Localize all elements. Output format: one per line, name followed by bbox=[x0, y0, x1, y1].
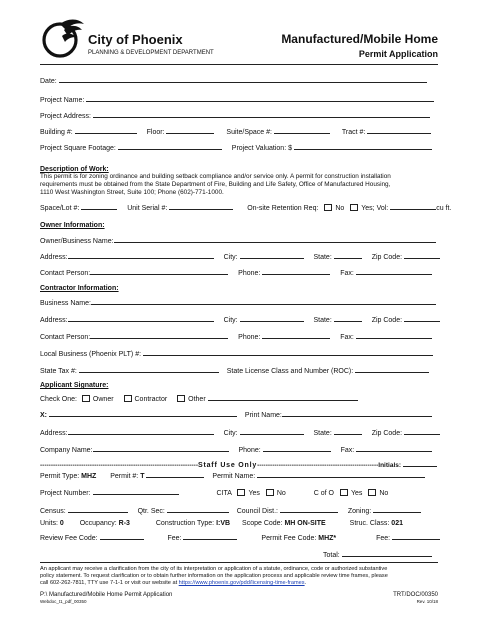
print-name-field[interactable] bbox=[282, 410, 432, 417]
header-divider bbox=[40, 64, 438, 65]
review-fee-code-field[interactable] bbox=[100, 533, 144, 540]
footer-doc-number: TRT/DOC/00350 bbox=[393, 592, 438, 598]
project-address-field[interactable] bbox=[93, 111, 430, 118]
sqft-row: Project Square Footage: Project Valuation: $ bbox=[40, 143, 432, 152]
tract-field[interactable] bbox=[367, 127, 431, 134]
owner-checkbox[interactable] bbox=[82, 395, 90, 402]
signature-zip-field[interactable] bbox=[404, 428, 440, 435]
state-tax-row: State Tax #: State License Class and Number (ROC): bbox=[40, 366, 429, 375]
state-tax-field[interactable] bbox=[79, 366, 219, 373]
contractor-checkbox[interactable] bbox=[124, 395, 132, 402]
owner-contact-row: Contact Person: Phone: Fax: bbox=[40, 268, 432, 277]
space-lot-field[interactable] bbox=[81, 203, 117, 210]
description-line-2: requirements must be obtained from the State Department of Fire, Building and Life Safety, Office of Manufactured Housing, bbox=[40, 181, 391, 188]
description-line-3: 1110 West Washington Street, Suite 100; Phone (602)-771-1000. bbox=[40, 189, 224, 196]
cita-no-checkbox[interactable] bbox=[266, 489, 274, 496]
permit-name-field[interactable] bbox=[257, 471, 425, 478]
permit-fee-code-value: MHZ* bbox=[318, 535, 337, 542]
project-address-row: Project Address: bbox=[40, 111, 430, 120]
signature-address-row: Address: City: State: Zip Code: bbox=[40, 428, 440, 437]
retention-volume-field[interactable] bbox=[390, 203, 436, 210]
building-row: Building #: Floor: Suite/Space #: Tract #: bbox=[40, 127, 431, 136]
owner-state-field[interactable] bbox=[334, 252, 362, 259]
department-name: PLANNING & DEVELOPMENT DEPARTMENT bbox=[88, 50, 214, 56]
local-business-row: Local Business (Phoenix PLT) #: bbox=[40, 349, 433, 358]
footer-webdoc: Webdoc_t1_pdf_00350 bbox=[40, 599, 87, 604]
cita-yes-checkbox[interactable] bbox=[237, 489, 245, 496]
org-name: City of Phoenix bbox=[88, 32, 183, 47]
phoenix-logo-icon bbox=[40, 16, 86, 60]
owner-address-row: Address: City: State: Zip Code: bbox=[40, 252, 440, 261]
project-name-field[interactable] bbox=[86, 95, 434, 102]
signature-phone-field[interactable] bbox=[263, 445, 331, 452]
signature-field[interactable] bbox=[49, 410, 237, 417]
footer-revision: Rev. 10/18 bbox=[416, 599, 438, 604]
building-field[interactable] bbox=[75, 127, 137, 134]
total-field[interactable] bbox=[342, 550, 432, 557]
contractor-name-row: Business Name: bbox=[40, 298, 436, 307]
owner-heading: Owner Information: bbox=[40, 222, 105, 229]
total-row: Total: bbox=[323, 550, 432, 559]
permit-number-value: T bbox=[140, 473, 145, 480]
staff-banner: -------------------------------------------------------------------------Staff Use Only--------------------------------------------------------Initials: bbox=[40, 460, 437, 470]
contractor-contact-row: Contact Person: Phone: Fax: bbox=[40, 332, 432, 341]
permit-type-row: Permit Type: MHZ Permit #: T Permit Name: bbox=[40, 471, 425, 480]
sqft-field[interactable] bbox=[118, 143, 222, 150]
owner-city-field[interactable] bbox=[240, 252, 304, 259]
review-fee-row: Review Fee Code: Fee: Permit Fee Code: MHZ* Fee: bbox=[40, 533, 440, 542]
contractor-city-field[interactable] bbox=[240, 315, 304, 322]
contractor-contact-field[interactable] bbox=[90, 332, 228, 339]
contractor-zip-field[interactable] bbox=[404, 315, 440, 322]
occupancy-value: R-3 bbox=[118, 520, 130, 527]
notice-line-2: policy statement. To request clarification or to obtain further information on the application process and applicable review time frames, please bbox=[40, 573, 388, 579]
contractor-phone-field[interactable] bbox=[262, 332, 330, 339]
scope-code-value: MH ON-SITE bbox=[284, 520, 326, 527]
footer-path: P:\ Manufactured/Mobile Home Permit Application bbox=[40, 592, 173, 598]
contractor-fax-field[interactable] bbox=[356, 332, 432, 339]
notice-line-3: call 602-262-7811, TTY use 7-1-1 or visit our website at https://www.phoenix.gov/pdd/licensing-time-frames. bbox=[40, 580, 307, 586]
other-field[interactable] bbox=[208, 394, 358, 401]
construction-type-value: I:VB bbox=[216, 520, 231, 527]
signature-row: X: Print Name: bbox=[40, 410, 432, 419]
zoning-field[interactable] bbox=[373, 506, 421, 513]
owner-contact-field[interactable] bbox=[90, 268, 228, 275]
struc-class-value: 021 bbox=[391, 520, 403, 527]
licensing-time-frames-link[interactable]: https://www.phoenix.gov/pdd/licensing-time-frames bbox=[178, 580, 305, 586]
initials-field[interactable] bbox=[403, 460, 437, 467]
footer-divider bbox=[40, 562, 438, 563]
license-field[interactable] bbox=[355, 366, 429, 373]
owner-fax-field[interactable] bbox=[356, 268, 432, 275]
company-row: Company Name: Phone: Fax: bbox=[40, 445, 432, 454]
signature-state-field[interactable] bbox=[334, 428, 362, 435]
owner-phone-field[interactable] bbox=[262, 268, 330, 275]
project-number-field[interactable] bbox=[93, 488, 179, 495]
signature-fax-field[interactable] bbox=[356, 445, 432, 452]
owner-address-field[interactable] bbox=[68, 252, 214, 259]
valuation-field[interactable] bbox=[294, 143, 432, 150]
signature-heading: Applicant Signature: bbox=[40, 382, 109, 389]
contractor-name-field[interactable] bbox=[91, 298, 436, 305]
form-title: Manufactured/Mobile Home bbox=[281, 32, 438, 46]
check-one-row: Check One: Owner Contractor Other bbox=[40, 394, 358, 403]
date-field[interactable] bbox=[59, 76, 427, 83]
space-lot-row: Space/Lot #: Unit Serial #: On-site Retention Req: No Yes; Vol: cu ft. bbox=[40, 205, 452, 212]
cofo-yes-checkbox[interactable] bbox=[340, 489, 348, 496]
description-heading: Description of Work: bbox=[40, 166, 109, 173]
contractor-heading: Contractor Information: bbox=[40, 285, 119, 292]
owner-zip-field[interactable] bbox=[404, 252, 440, 259]
form-subtitle: Permit Application bbox=[358, 49, 438, 59]
project-name-row: Project Name: bbox=[40, 95, 434, 104]
date-row: Date: bbox=[40, 76, 427, 85]
notice-line-1: An applicant may receive a clarification from the city of its interpretation or application of a statute, ordinance, code or authorized substantive bbox=[40, 566, 388, 572]
contractor-address-field[interactable] bbox=[68, 315, 214, 322]
owner-name-row: Owner/Business Name: bbox=[40, 236, 436, 245]
contractor-state-field[interactable] bbox=[334, 315, 362, 322]
permit-number-field[interactable] bbox=[146, 471, 204, 478]
other-checkbox[interactable] bbox=[177, 395, 185, 402]
council-dist-field[interactable] bbox=[280, 506, 338, 513]
census-field[interactable] bbox=[68, 506, 128, 513]
company-name-field[interactable] bbox=[93, 445, 229, 452]
qtr-sec-field[interactable] bbox=[167, 506, 229, 513]
permit-fee-field[interactable] bbox=[392, 533, 440, 540]
units-row: Units: 0 Occupancy: R-3 Construction Type: I:VB Scope Code: MH ON-SITE Struc. Class: 021 bbox=[40, 520, 403, 527]
floor-field[interactable] bbox=[166, 127, 214, 134]
unit-serial-field[interactable] bbox=[169, 203, 233, 210]
owner-name-field[interactable] bbox=[114, 236, 436, 243]
signature-address-field[interactable] bbox=[68, 428, 214, 435]
retention-yes-checkbox[interactable] bbox=[350, 204, 358, 211]
cofo-no-checkbox[interactable] bbox=[368, 489, 376, 496]
suite-field[interactable] bbox=[274, 127, 330, 134]
retention-no-checkbox[interactable] bbox=[324, 204, 332, 211]
census-row: Census: Qtr. Sec: Council Dist.: Zoning: bbox=[40, 506, 421, 515]
project-number-row: Project Number: CITA Yes No C of O Yes No bbox=[40, 490, 389, 497]
contractor-address-row: Address: City: State: Zip Code: bbox=[40, 315, 440, 324]
permit-type-value: MHZ bbox=[81, 473, 97, 480]
units-value: 0 bbox=[59, 520, 64, 527]
signature-city-field[interactable] bbox=[240, 428, 304, 435]
description-line-1: This permit is for zoning ordinance and building setback compliance and/or service only. A permit for construction installation bbox=[40, 173, 391, 180]
review-fee-field[interactable] bbox=[183, 533, 237, 540]
local-business-field[interactable] bbox=[143, 349, 433, 356]
